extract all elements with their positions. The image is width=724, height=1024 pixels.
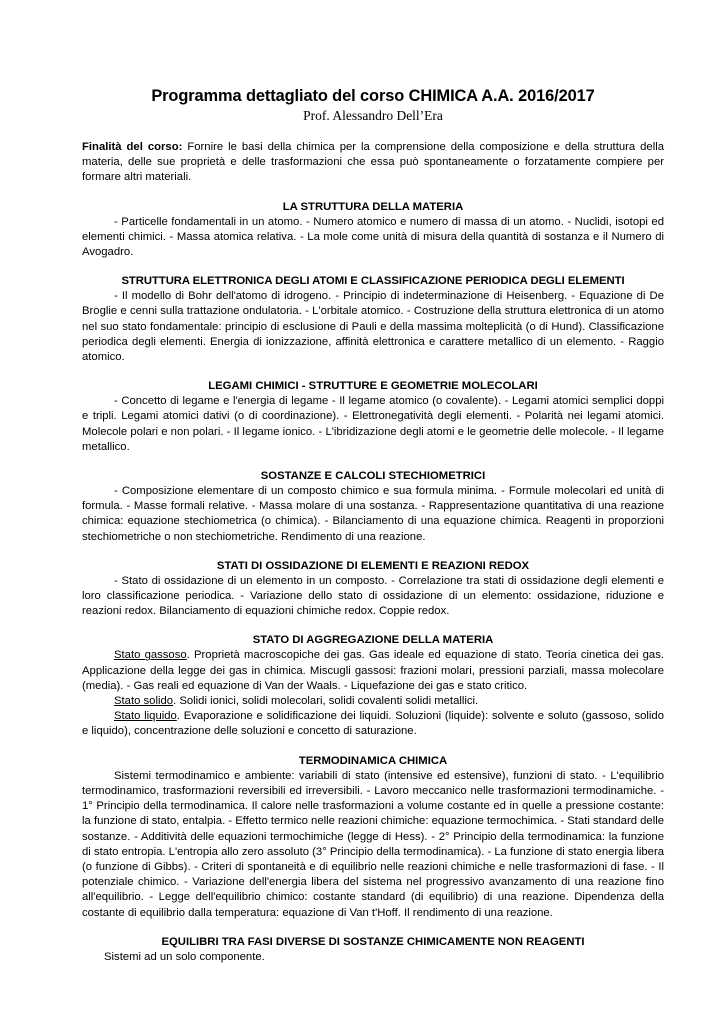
section-stoichiometry: [82, 469, 664, 545]
section-heading: LA STRUTTURA DELLA MATERIA: [282, 200, 464, 213]
gas-state-label: Stato gassoso: [114, 649, 187, 662]
section-heading: STATO DI AGGREGAZIONE DELLA MATERIA: [252, 634, 494, 647]
section-heading: LEGAMI CHIMICI - STRUTTURE E GEOMETRIE MOLECOLARI: [208, 380, 538, 393]
section-heading: STRUTTURA ELETTRONICA DEGLI ATOMI E CLASSIFICAZIONE PERIODICA DEGLI ELEMENTI: [121, 275, 625, 288]
course-goal-label: Finalità del corso:: [82, 141, 183, 153]
solid-state-label: Stato solido: [114, 695, 174, 708]
section-text: Sistemi ad un solo componente.: [104, 950, 265, 963]
document-title: Programma dettagliato del corso CHIMICA A.A. 2016/2017: [151, 87, 595, 105]
section-aggregation-states: [82, 633, 664, 739]
section-text: - Il modello di Bohr dell'atomo di idrogeno. - Principio di indeterminazione di Heisenberg. - Equazione di De Broglie e cenni sulla trattazione ondulatoria. - L'orbitale atomico. - Costruzione della struttura elettronica di un atomo nel suo stato fondamentale: principio di esclusione di Pauli e della massima molteplicità (o di Hund). Classificazione periodica degli elementi. Energia di ionizzazione, affinità elettronica e carattere metallico di un elemento. - Raggio atomico.: [82, 290, 664, 364]
section-redox: [82, 559, 664, 620]
section-text: - Concetto di legame e l'energia di legame - Il legame atomico (o covalente). - Legami atomici semplici doppi e tripli. Legami atomici dativi (o di coordinazione). - Elettronegatività degli elementi. - Polarità nei legami atomici. Molecole polari e non polari. - Il legame ionico. - L'ibridizazione degli atomi e le geometrie delle molecole. - Il legame metallico.: [82, 395, 664, 453]
section-heading: TERMODINAMICA CHIMICA: [298, 754, 448, 767]
solid-state-paragraph: [82, 694, 664, 709]
liquid-state-paragraph: [82, 709, 664, 739]
section-heading: STATI DI OSSIDAZIONE DI ELEMENTI E REAZIONI REDOX: [216, 559, 530, 572]
section-heading: SOSTANZE E CALCOLI STECHIOMETRICI: [260, 470, 486, 483]
section-chemical-bonds: [82, 379, 664, 455]
section-text: - Particelle fondamentali in un atomo. - Numero atomico e numero di massa di un atomo. - Nuclidi, isotopi ed elementi chimici. - Massa atomica relativa. - La mole come unità di misura della quantità di sostanza e il Numero di Avogadro.: [82, 215, 664, 259]
solid-state-text: . Solidi ionici, solidi molecolari, solidi covalenti solidi metallici.: [173, 695, 479, 708]
gas-state-paragraph: [82, 648, 664, 694]
liquid-state-label: Stato liquido: [114, 710, 177, 723]
section-phase-equilibria: [82, 935, 664, 965]
section-heading: EQUILIBRI TRA FASI DIVERSE DI SOSTANZE CHIMICAMENTE NON REAGENTI: [161, 935, 585, 948]
section-text: - Stato di ossidazione di un elemento in un composto. - Correlazione tra stati di ossidazione degli elementi e loro classificazione periodica. - Variazione dello stato di ossidazione di un elemento: ossidazione, riduzione e reazioni redox. Bilanciamento di equazioni chimiche redox. Coppie redox.: [82, 574, 664, 618]
document-author: Prof. Alessandro Dell’Era: [303, 108, 443, 123]
section-thermodynamics: [82, 754, 664, 921]
liquid-state-text: . Evaporazione e solidificazione dei liquidi. Soluzioni (liquide): solvente e soluto (gassoso, solido e liquido), concentrazione delle soluzioni e concetto di saturazione.: [82, 710, 664, 738]
section-electronic-structure: [82, 274, 664, 365]
gas-state-text: . Proprietà macroscopiche dei gas. Gas ideale ed equazione di stato. Teoria cinetica dei gas. Applicazione della legge dei gas in chimica. Miscugli gassosi: frazioni molari, pressioni parziali, massa molecolare (media). - Gas reali ed equazione di Van der Waals. - Liquefazione dei gas e stato critico.: [82, 649, 664, 692]
course-goal-text: Fornire le basi della chimica per la comprensione della composizione e della struttura della materia, delle sue proprietà e delle trasformazioni che essa può spontaneamente o forzatamente compiere per formare altri materiali.: [82, 141, 665, 184]
course-goal-paragraph: [82, 140, 664, 186]
section-text: Sistemi termodinamico e ambiente: variabili di stato (intensive ed estensive), funzioni di stato. - L'equilibrio termodinamico, trasformazioni reversibili ed irreversibili. - Lavoro meccanico nelle trasformazioni termodinamiche. - 1° Principio della termodinamica. Il calore nelle trasformazioni a volume costante ed in quelle a pressione costante: la funzione di stato, entalpia. - Effetto termico nelle reazioni chimiche: equazione termochimica. - Stati standard delle sostanze. - Additività delle equazioni termochimiche (legge di Hess). - 2° Principio della termodinamica: la funzione di stato entropia. L'entropia allo zero assoluto (3° Principio della termodinamica). - La funzione di stato energia libera (o funzione di Gibbs). - Criteri di spontaneità e di equilibrio nelle reazioni chimiche e nelle trasformazioni di fase. - Il potenziale chimico. - Variazione dell'energia libera del sistema nel progressivo avanzamento di una reazione fino all'equilibrio. - Legge dell'equilibrio chimico: costante standard (di equilibrio) di una reazione. Dipendenza della costante di equilibrio dalla temperatura: equazione di Van t'Hoff. Il rendimento di una reazione.: [82, 769, 664, 919]
section-structure-of-matter: [82, 200, 664, 261]
section-text: - Composizione elementare di un composto chimico e sua formula minima. - Formule molecolari ed unità di formula. - Masse formali relative. - Massa molare di una sostanza. - Rappresentazione quantitativa di una reazione chimica: equazione stechiometrica (o chimica). - Bilanciamento di una equazione chimica. Reagenti in proporzioni stechiometriche o non stechiometriche. Rendimento di una reazione.: [82, 485, 664, 543]
document-page: [82, 86, 664, 965]
